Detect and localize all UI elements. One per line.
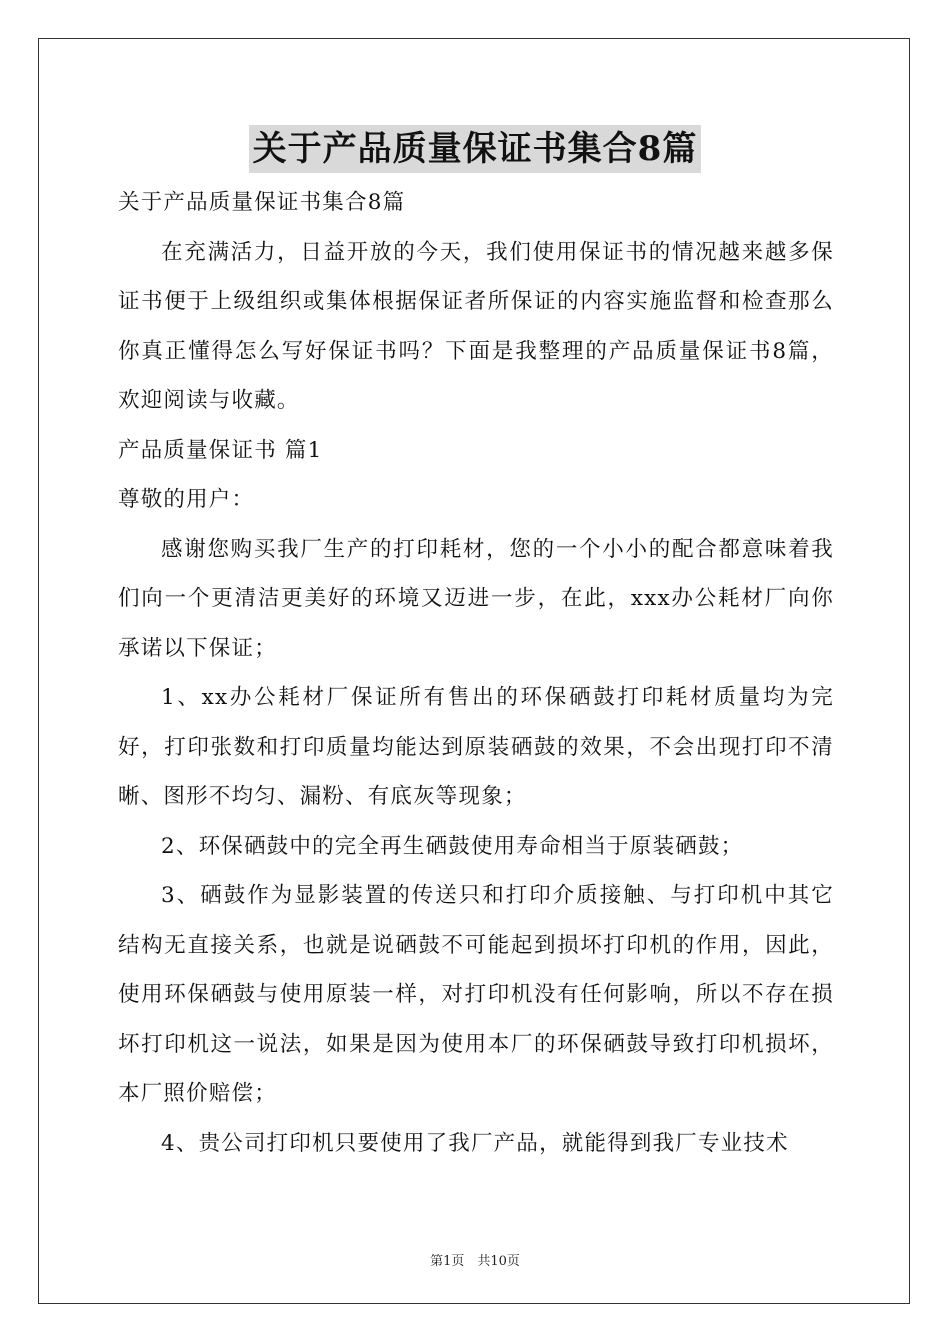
document-body bbox=[118, 178, 834, 1168]
body-paragraph: 感谢您购买我厂生产的打印耗材，您的一个小小的配合都意味着我们向一个更清洁更美好的环境又迈进一步，在此，xxx办公耗材厂向你承诺以下保证； bbox=[118, 536, 834, 661]
body-paragraph: 2、环保硒鼓中的完全再生硒鼓使用寿命相当于原装硒鼓； bbox=[161, 833, 744, 859]
page-footer bbox=[0, 1250, 950, 1269]
body-paragraph: 3、硒鼓作为显影装置的传送只和打印介质接触、与打印机中其它结构无直接关系，也就是说硒鼓不可能起到损坏打印机的作用，因此，使用环保硒鼓与使用原装一样，对打印机没有任何影响，所以不存在损坏打印机这一说法，如果是因为使用本厂的环保硒鼓导致打印机损坏，本厂照价赔偿； bbox=[118, 883, 834, 1106]
section-heading: 产品质量保证书 篇1 bbox=[118, 437, 323, 463]
title-area bbox=[0, 125, 950, 173]
intro-paragraph: 在充满活力，日益开放的今天，我们使用保证书的情况越来越多保证书便于上级组织或集体根据保证者所保证的内容实施监督和检查那么你真正懂得怎么写好保证书吗？下面是我整理的产品质量保证书8篇，欢迎阅读与收藏。 bbox=[118, 239, 834, 413]
body-paragraph: 4、贵公司打印机只要使用了我厂产品，就能得到我厂专业技术 bbox=[161, 1130, 789, 1156]
page-number: 第1页 共10页 bbox=[430, 1254, 520, 1269]
salutation: 尊敬的用户： bbox=[118, 487, 255, 512]
body-paragraph: 1、xx办公耗材厂保证所有售出的环保硒鼓打印耗材质量均为完好，打印张数和打印质量均能达到原装硒鼓的效果，不会出现打印不清晰、图形不均匀、漏粉、有底灰等现象； bbox=[118, 685, 834, 809]
document-title: 关于产品质量保证书集合8篇 bbox=[249, 125, 702, 173]
document-subtitle: 关于产品质量保证书集合8篇 bbox=[118, 190, 406, 215]
